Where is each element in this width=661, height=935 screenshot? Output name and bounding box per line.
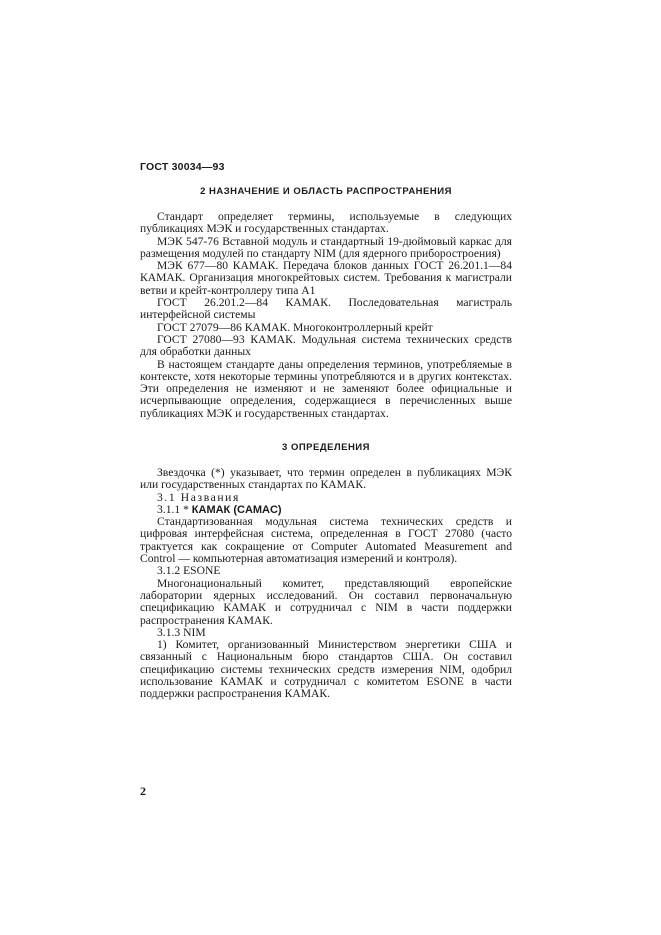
section-2-paragraph-7: В настоящем стандарте даны определения терминов, употребляемые в контексте, хотя некоторые термины употребляются и в других контекстах. Эти определения не изменяют и не заменяют более официальные и исчерпывающие определения, содержащиеся в перечисленных выше публикациях МЭК и государственных стандартах. (140, 357, 512, 420)
section-2-paragraph-3: МЭК 677—80 КАМАК. Передача блоков данных ГОСТ 26.201.1—84 КАМАК. Организация многокрейтовых систем. Требования к магистрали ветви и крейт-контроллеру типа А1 (140, 259, 512, 297)
subsection-3-1-1-term: КАМАК (CAMAC) (191, 503, 282, 516)
section-2-paragraph-6: ГОСТ 27080—93 КАМАК. Модульная система технических средств для обработки данных (140, 332, 512, 359)
section-3-title: 3 ОПРЕДЕЛЕНИЯ (282, 442, 370, 453)
section-2-paragraph-2: МЭК 547-76 Вставной модуль и стандартный 19-дюймовый каркас для размещения модулей по стандарту NIM (для ядерного приборостроения) (140, 234, 512, 260)
section-3 (140, 442, 512, 701)
subsection-3-1-1-number: 3.1.1 * (157, 502, 189, 516)
subsection-3-1-2-text: Многонациональный комитет, представляющий европейские лаборатории ядерных исследований. Он составил первоначальную спецификацию КАМАК и сотрудничал с NIM в части поддержки распространения КАМАК. (140, 576, 512, 627)
section-2-paragraph-1: Стандарт определяет термины, используемые в следующих публикациях МЭК и государственных стандартах. (140, 210, 512, 236)
subsection-3-1-1-text: Стандартизованная модульная система технических средств и цифровая интерфейсная система, определенная в ГОСТ 27080 (часто трактуется как сокращение от Computer Automated Measurement and Control — компьютерная автоматизация измерений и контроля). (140, 515, 512, 566)
section-2-paragraph-4: ГОСТ 26.201.2—84 КАМАК. Последовательная магистраль интерфейсной системы (140, 296, 512, 322)
standard-code-header: ГОСТ 30034—93 (140, 161, 225, 173)
subsection-3-1-3-text: 1) Комитет, организованный Министерством энергетики США и связанный с Национальным бюро стандартов США. Он составил спецификацию системы технических средств измерения NIM, одобрил использование КАМАК и сотрудничал с комитетом ESONE в части поддержки распространения КАМАК. (140, 638, 512, 701)
subsection-3-1-heading: 3.1 Названия (157, 490, 240, 504)
section-3-paragraph-1: Звездочка (*) указывает, что термин определен в публикациях МЭК или государственных стандартах по КАМАК. (140, 466, 512, 492)
section-2-paragraph-5: ГОСТ 27079—86 КАМАК. Многоконтроллерный крейт (157, 320, 433, 334)
section-2-title: 2 НАЗНАЧЕНИЕ И ОБЛАСТЬ РАСПРОСТРАНЕНИЯ (200, 186, 452, 197)
subsection-3-1-2-heading: 3.1.2 ESONE (157, 564, 221, 578)
page-number: 2 (140, 784, 146, 798)
section-2 (140, 186, 512, 420)
subsection-3-1-3-heading: 3.1.3 NIM (157, 625, 206, 639)
